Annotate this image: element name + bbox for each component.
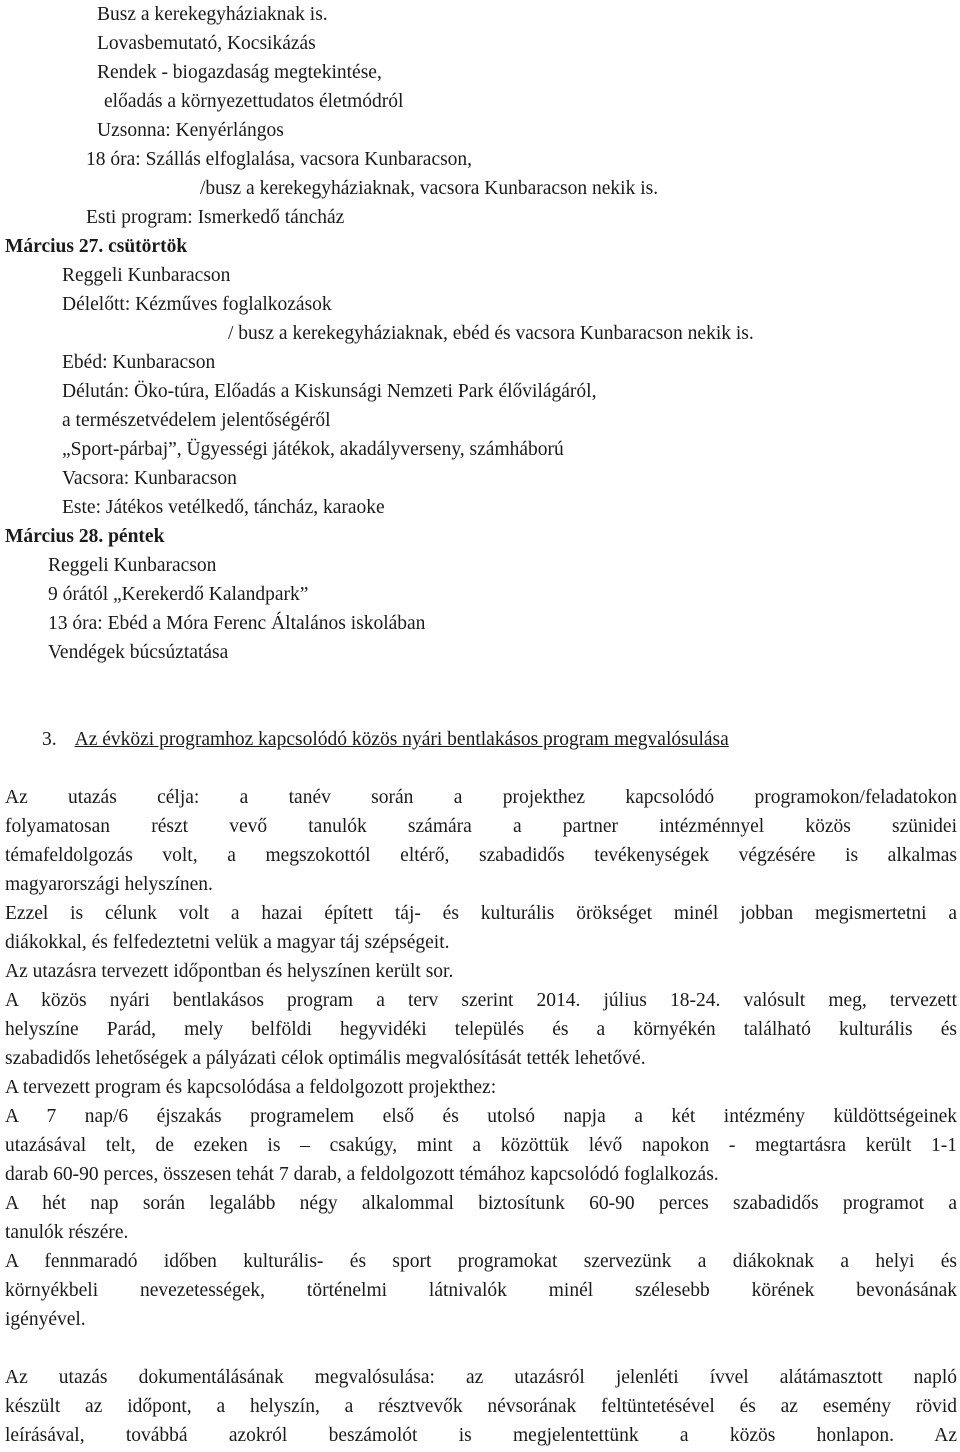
program-line: Rendek - biogazdaság megtekintése, — [97, 62, 382, 83]
paragraph — [5, 783, 957, 899]
paragraph-line: készült az időpont, a helyszín, a résztvevők névsorának feltüntetésével és az esemény rövid — [5, 1396, 957, 1417]
paragraph — [5, 1073, 957, 1102]
paragraph-line: Az utazás dokumentálásának megvalósulása: az utazásról jelenléti ívvel alátámasztott napló — [5, 1367, 957, 1388]
paragraph — [5, 986, 957, 1073]
paragraph-line: folyamatosan részt vevő tanulók számára a partner intézménnyel közös szünidei — [5, 816, 957, 837]
program-line: Este: Játékos vetélkedő, táncház, karaoke — [62, 497, 385, 518]
paragraph — [5, 1247, 957, 1334]
paragraph-line: A fennmaradó időben kulturális- és sport programokat szervezünk a diákoknak a helyi és — [5, 1251, 957, 1272]
paragraph-line: igényével. — [5, 1309, 86, 1330]
paragraph-line: A tervezett program és kapcsolódása a feldolgozott projekthez: — [5, 1077, 497, 1098]
program-line: Délután: Öko-túra, Előadás a Kiskunsági Nemzeti Park élővilágáról, — [62, 381, 597, 402]
paragraph-line: Az utazás célja: a tanév során a projekthez kapcsolódó programokon/feladatokon — [5, 787, 957, 808]
program-line: Lovasbemutató, Kocsikázás — [97, 33, 316, 54]
paragraph — [5, 899, 957, 957]
paragraph — [5, 1189, 957, 1247]
paragraph-line: Az utazásra tervezett időpontban és helyszínen került sor. — [5, 961, 454, 982]
program-line: 13 óra: Ebéd a Móra Ferenc Általános iskolában — [48, 613, 426, 634]
section-heading — [42, 725, 729, 754]
paragraph-line: helyszíne Parád, mely belföldi hegyvidéki település és a környékén található kulturális és — [5, 1019, 957, 1040]
program-line: előadás a környezettudatos életmódról — [104, 91, 404, 112]
program-line: Vacsora: Kunbaracson — [62, 468, 237, 489]
program-line: a természetvédelem jelentőségéről — [62, 410, 331, 431]
paragraph-line: A hét nap során legalább négy alkalommal biztosítunk 60-90 perces szabadidős programot a — [5, 1193, 957, 1214]
paragraph-line: tanulók részére. — [5, 1222, 129, 1243]
paragraph-line: leírásával, továbbá azokról beszámolót is megjelentettünk a közös honlapon. Az — [5, 1425, 957, 1446]
paragraph-line: Ezzel is célunk volt a hazai épített táj- és kulturális örökséget minél jobban megismertetni a — [5, 903, 957, 924]
paragraph-line: témafeldolgozás volt, a megszokottól eltérő, szabadidős tevékenységek végzésére is alkalmas — [5, 845, 957, 866]
section-number: 3. — [42, 729, 57, 750]
program-line: 18 óra: Szállás elfoglalása, vacsora Kunbaracson, — [86, 149, 473, 170]
paragraph-line: utazásával telt, de ezeken is – csakúgy, mint a közöttük lévő napokon - megtartásra került 1-1 — [5, 1135, 957, 1156]
paragraph — [5, 1102, 957, 1189]
paragraph-line: magyarországi helyszínen. — [5, 874, 213, 895]
paragraph-line: A közös nyári bentlakásos program a terv szerint 2014. július 18-24. valósult meg, tervezett — [5, 990, 957, 1011]
paragraph — [5, 957, 957, 986]
program-line: Reggeli Kunbaracson — [62, 265, 231, 286]
paragraph-line: környékbeli nevezetességek, történelmi látnivalók minél szélesebb körének bevonásának — [5, 1280, 957, 1301]
program-line: Esti program: Ismerkedő táncház — [86, 207, 345, 228]
day-heading: Március 28. péntek — [5, 526, 165, 547]
day-heading: Március 27. csütörtök — [5, 236, 188, 257]
program-line: Vendégek búcsúztatása — [48, 642, 229, 663]
paragraph — [5, 1363, 957, 1450]
program-line: Reggeli Kunbaracson — [48, 555, 217, 576]
paragraph-line: diákokkal, és felfedeztetni velük a magyar táj szépségeit. — [5, 932, 450, 953]
program-line: / busz a kerekegyháziaknak, ebéd és vacsora Kunbaracson nekik is. — [228, 323, 754, 344]
paragraph-line: darab 60-90 perces, összesen tehát 7 darab, a feldolgozott témához kapcsolódó foglalkozás. — [5, 1164, 719, 1185]
program-line: Busz a kerekegyháziaknak is. — [97, 4, 328, 25]
paragraph-line: szabadidős lehetőségek a pályázati célok optimális megvalósítását tették lehetővé. — [5, 1048, 646, 1069]
program-line: Délelőtt: Kézműves foglalkozások — [62, 294, 332, 315]
program-line: Uzsonna: Kenyérlángos — [97, 120, 284, 141]
program-line: Ebéd: Kunbaracson — [62, 352, 216, 373]
section-title: Az évközi programhoz kapcsolódó közös nyári bentlakásos program megvalósulása — [74, 729, 729, 750]
paragraph-line: A 7 nap/6 éjszakás programelem első és utolsó napja a két intézmény küldöttségeinek — [5, 1106, 957, 1127]
program-line: „Sport-párbaj”, Ügyességi játékok, akadályverseny, számháború — [62, 439, 564, 460]
program-line: 9 órától „Kerekerdő Kalandpark” — [48, 584, 309, 605]
program-line: /busz a kerekegyháziaknak, vacsora Kunbaracson nekik is. — [200, 178, 659, 199]
